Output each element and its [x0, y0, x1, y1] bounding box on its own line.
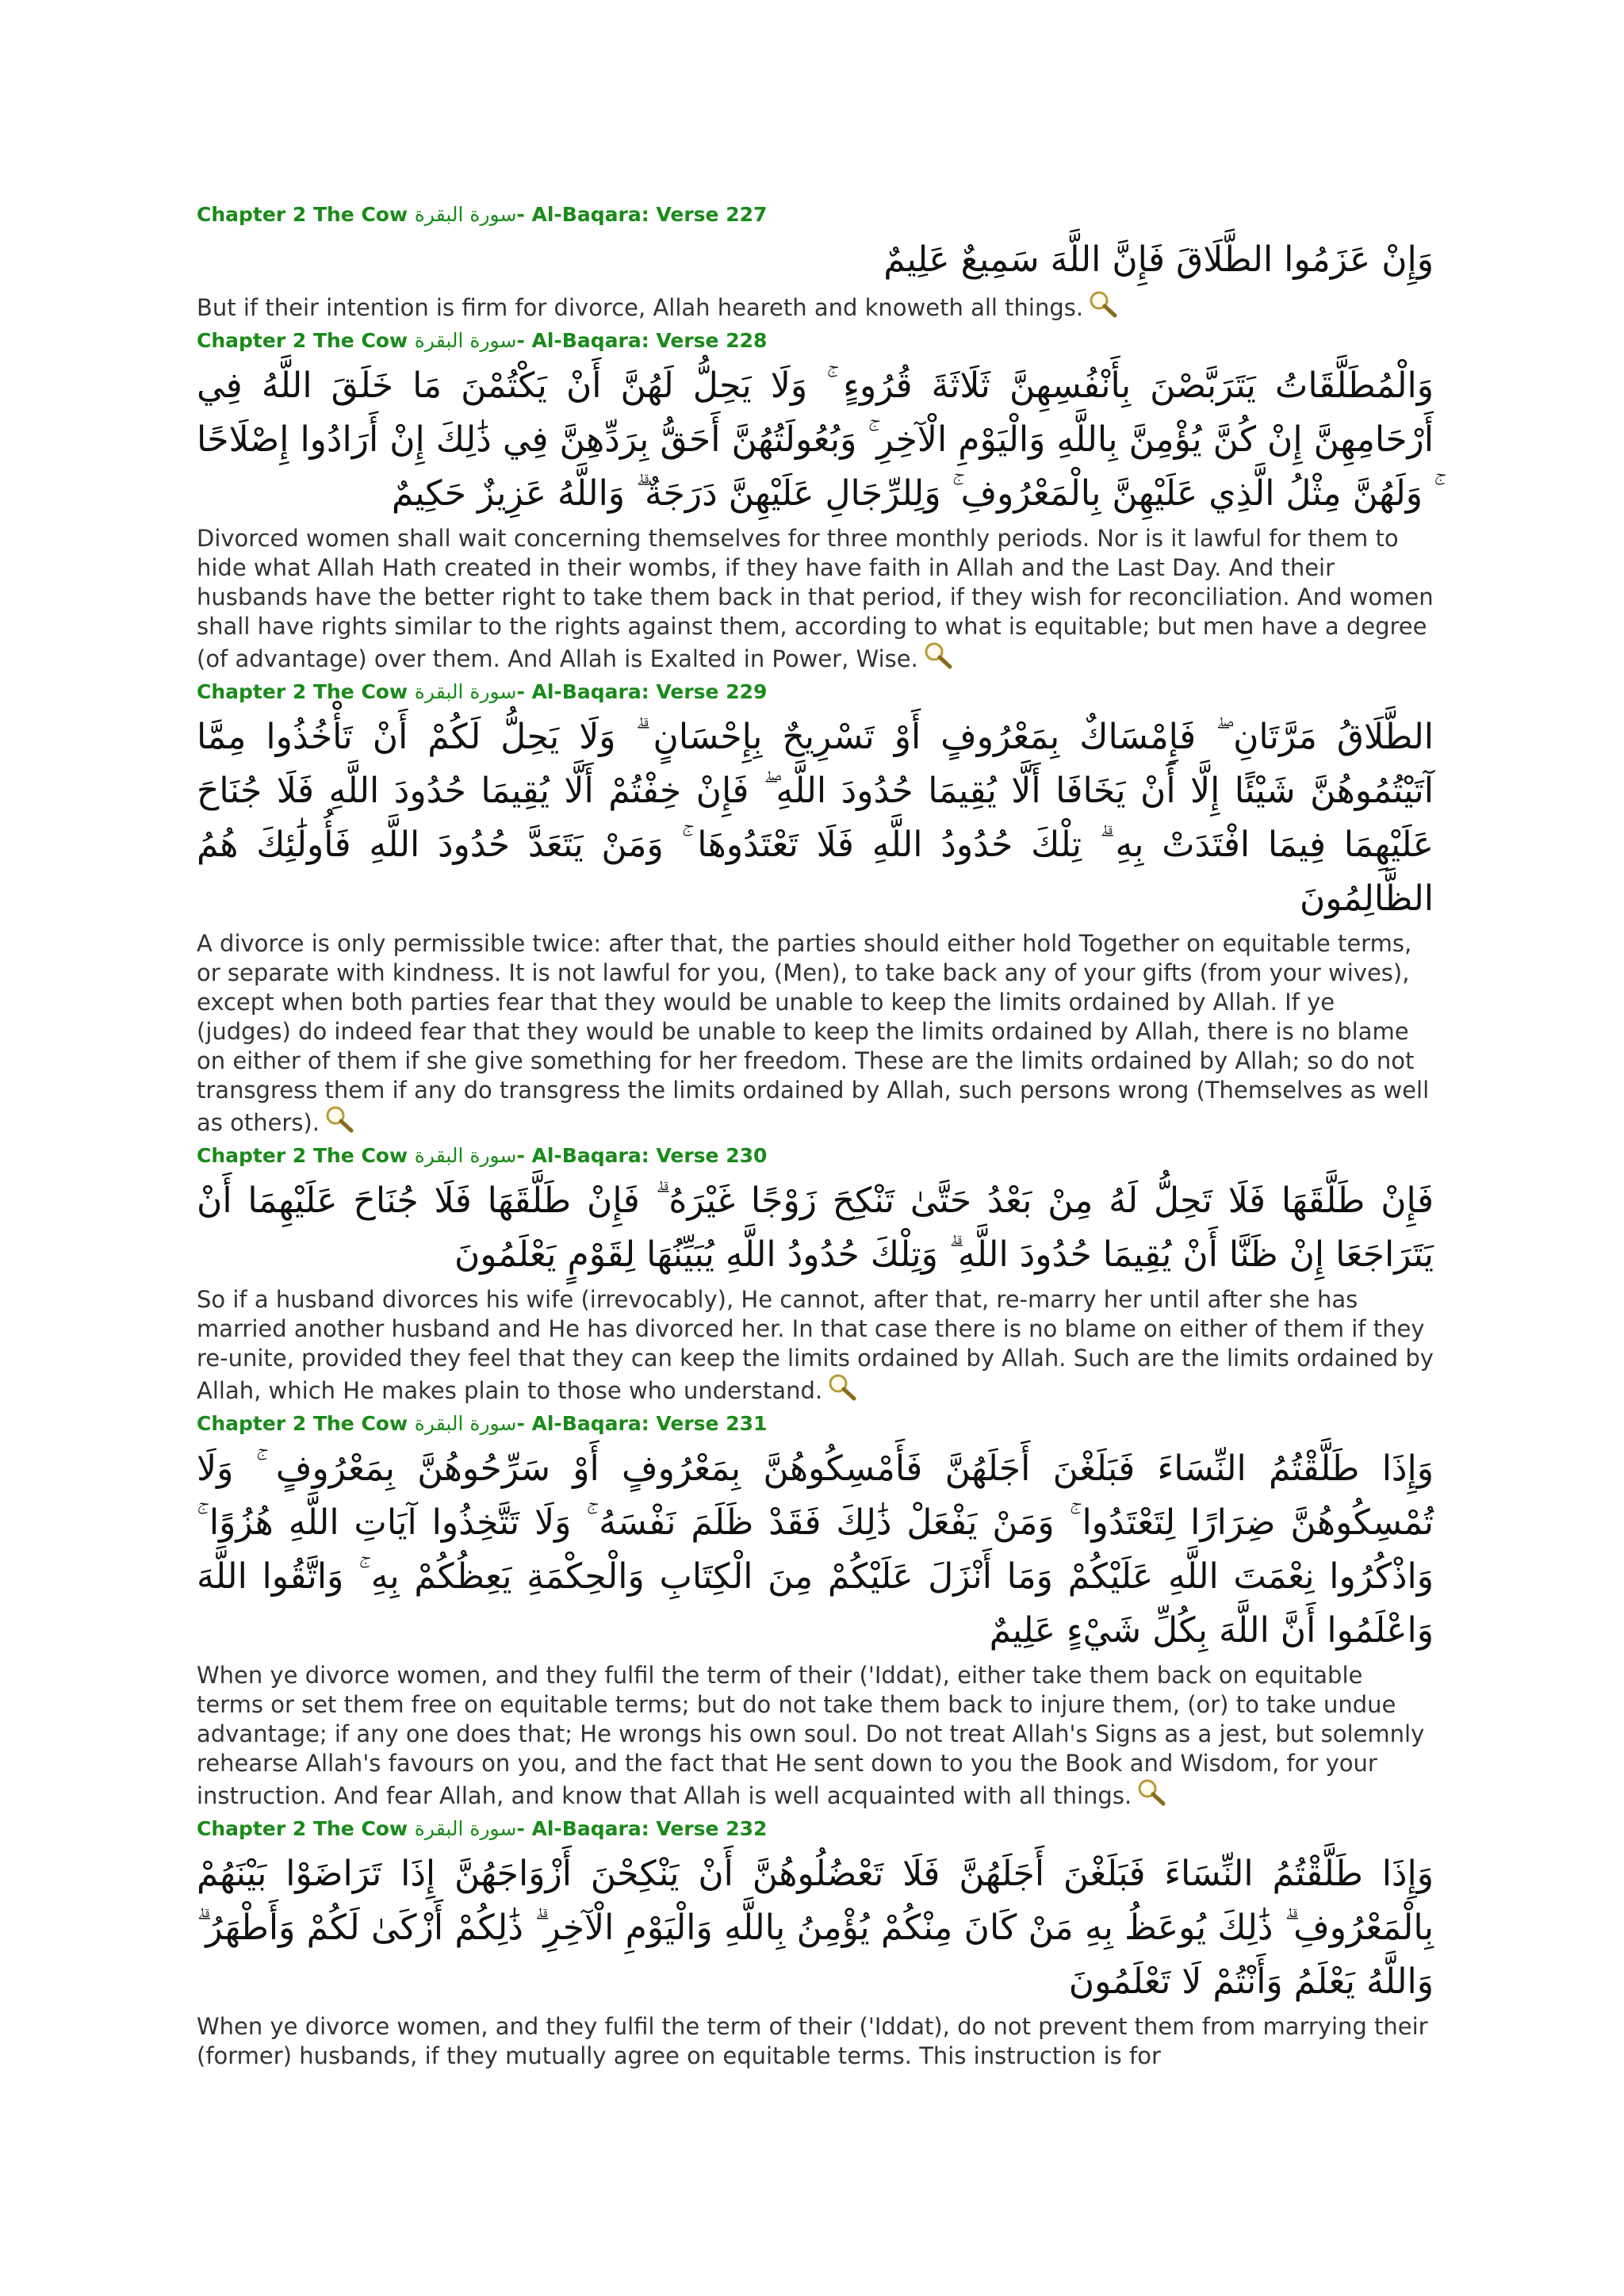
verse-header: [197, 679, 1434, 706]
verse-reference: - Al-Baqara: Verse 229: [516, 680, 768, 703]
magnifier-icon[interactable]: [323, 1105, 358, 1134]
verse-block: [197, 327, 1434, 674]
verse-block: [197, 1142, 1434, 1406]
verse-reference: - Al-Baqara: Verse 231: [516, 1412, 768, 1435]
verse-block: [197, 1816, 1434, 2071]
arabic-verse-text: وَإِنْ عَزَمُوا الطَّلَاقَ فَإِنَّ اللَّهَ سَمِيعٌ عَلِيمٌ: [883, 239, 1434, 280]
translation-body: When ye divorce women, and they fulfil the term of their ('Iddat), either take them back on equitable terms or set them free on equitable terms; but do not take them back to injure them, (or) to take undue advantage; if any one does that; He wrongs his own soul. Do not treat Allah's Signs as a jest, but solemnly rehearse Allah's favours on you, and the fact that He sent down to you the Book and Wisdom, for your instruction. And fear Allah, and know that Allah is well acquainted with all things.: [197, 1662, 1425, 1809]
surah-name-arabic: سورة البقرة: [414, 203, 517, 226]
surah-name-arabic: سورة البقرة: [414, 1817, 517, 1840]
verse-header: [197, 1142, 1434, 1169]
translation-text: [197, 290, 1434, 323]
verse-reference: - Al-Baqara: Verse 230: [516, 1144, 768, 1167]
verse-reference: - Al-Baqara: Verse 227: [516, 203, 768, 226]
magnifier-icon[interactable]: [921, 641, 956, 670]
translation-text: [197, 1285, 1434, 1406]
translation-body: A divorce is only permissible twice: after that, the parties should either hold Together on equitable terms, or separate with kindness. It is not lawful for you, (Men), to take back any of your gifts (from your wives), except when both parties fear that they would be unable to keep the limits ordained by Allah. If ye (judges) do indeed fear that they would be unable to keep the limits ordained by Allah, there is no blame on either of them if she give something for her freedom. These are the limits ordained by Allah; so do not transgress them if any do transgress the limits ordained by Allah, such persons wrong (Themselves as well as others).: [197, 930, 1430, 1136]
arabic-verse-text: وَإِذَا طَلَّقْتُمُ النِّسَاءَ فَبَلَغْنَ أَجَلَهُنَّ فَلَا تَعْضُلُوهُنَّ أَنْ يَنْكِحْنَ أَزْوَاجَهُنَّ إِذَا تَرَاضَوْا بَيْنَهُمْ بِالْمَعْرُوفِ ۗ ذَٰلِكَ يُوعَظُ بِهِ مَنْ كَانَ مِنْكُمْ يُؤْمِنُ بِاللَّهِ وَالْيَوْمِ الْآخِرِ ۗ ذَٰلِكُمْ أَزْكَىٰ لَكُمْ وَأَطْهَرُ ۗ وَاللَّهُ يَعْلَمُ وَأَنْتُمْ لَا تَعْلَمُونَ: [197, 1854, 1434, 2002]
chapter-label: Chapter 2 The Cow: [197, 329, 408, 352]
verse-block: [197, 1410, 1434, 1811]
verse-header: [197, 1410, 1434, 1437]
surah-name-arabic: سورة البقرة: [414, 1412, 517, 1435]
translation-text: [197, 1661, 1434, 1811]
document-body: [197, 201, 1434, 2076]
arabic-verse-text: فَإِنْ طَلَّقَهَا فَلَا تَحِلُّ لَهُ مِنْ بَعْدُ حَتَّىٰ تَنْكِحَ زَوْجًا غَيْرَهُ ۗ فَإِنْ طَلَّقَهَا فَلَا جُنَاحَ عَلَيْهِمَا أَنْ يَتَرَاجَعَا إِنْ ظَنَّا أَنْ يُقِيمَا حُدُودَ اللَّهِ ۗ وَتِلْكَ حُدُودُ اللَّهِ يُبَيِّنُهَا لِقَوْمٍ يَعْلَمُونَ: [197, 1181, 1434, 1275]
translation-text: [197, 929, 1434, 1138]
arabic-verse-text: وَالْمُطَلَّقَاتُ يَتَرَبَّصْنَ بِأَنْفُسِهِنَّ ثَلَاثَةَ قُرُوءٍ ۚ وَلَا يَحِلُّ لَهُنَّ أَنْ يَكْتُمْنَ مَا خَلَقَ اللَّهُ فِي أَرْحَامِهِنَّ إِنْ كُنَّ يُؤْمِنَّ بِاللَّهِ وَالْيَوْمِ الْآخِرِ ۚ وَبُعُولَتُهُنَّ أَحَقُّ بِرَدِّهِنَّ فِي ذَٰلِكَ إِنْ أَرَادُوا إِصْلَاحًا ۚ وَلَهُنَّ مِثْلُ الَّذِي عَلَيْهِنَّ بِالْمَعْرُوفِ ۚ وَلِلرِّجَالِ عَلَيْهِنَّ دَرَجَةٌ ۗ وَاللَّهُ عَزِيزٌ حَكِيمٌ: [197, 365, 1434, 514]
translation-body: But if their intention is firm for divorce, Allah heareth and knoweth all things.: [197, 294, 1084, 321]
verse-reference: - Al-Baqara: Verse 232: [516, 1817, 768, 1840]
surah-name-arabic: سورة البقرة: [414, 680, 517, 703]
verse-block: [197, 679, 1434, 1138]
arabic-verse-text: وَإِذَا طَلَّقْتُمُ النِّسَاءَ فَبَلَغْنَ أَجَلَهُنَّ فَأَمْسِكُوهُنَّ بِمَعْرُوفٍ أَوْ سَرِّحُوهُنَّ بِمَعْرُوفٍ ۚ وَلَا تُمْسِكُوهُنَّ ضِرَارًا لِتَعْتَدُوا ۚ وَمَنْ يَفْعَلْ ذَٰلِكَ فَقَدْ ظَلَمَ نَفْسَهُ ۚ وَلَا تَتَّخِذُوا آيَاتِ اللَّهِ هُزُوًا ۚ وَاذْكُرُوا نِعْمَتَ اللَّهِ عَلَيْكُمْ وَمَا أَنْزَلَ عَلَيْكُمْ مِنَ الْكِتَابِ وَالْحِكْمَةِ يَعِظُكُمْ بِهِ ۚ وَاتَّقُوا اللَّهَ وَاعْلَمُوا أَنَّ اللَّهَ بِكُلِّ شَيْءٍ عَلِيمٌ: [197, 1448, 1434, 1651]
chapter-label: Chapter 2 The Cow: [197, 203, 408, 226]
surah-name-arabic: سورة البقرة: [414, 1144, 517, 1167]
translation-text: [197, 2012, 1434, 2071]
verse-header: [197, 201, 1434, 228]
verse-reference: - Al-Baqara: Verse 228: [516, 329, 768, 352]
verse-header: [197, 327, 1434, 354]
magnifier-icon[interactable]: [1135, 1778, 1170, 1807]
magnifier-icon[interactable]: [1086, 290, 1121, 319]
magnifier-icon[interactable]: [825, 1373, 860, 1402]
verse-header: [197, 1816, 1434, 1843]
chapter-label: Chapter 2 The Cow: [197, 1817, 408, 1840]
translation-body: When ye divorce women, and they fulfil the term of their ('Iddat), do not prevent them from marrying their (former) husbands, if they mutually agree on equitable terms. This instruction is for: [197, 2013, 1428, 2069]
translation-body: So if a husband divorces his wife (irrevocably), He cannot, after that, re-marry her until after she has married another husband and He has divorced her. In that case there is no blame on either of them if they re-unite, provided they feel that they can keep the limits ordained by Allah. Such are the limits ordained by Allah, which He makes plain to those who understand.: [197, 1286, 1434, 1404]
chapter-label: Chapter 2 The Cow: [197, 1412, 408, 1435]
arabic-verse-text: الطَّلَاقُ مَرَّتَانِ ۖ فَإِمْسَاكٌ بِمَعْرُوفٍ أَوْ تَسْرِيحٌ بِإِحْسَانٍ ۗ وَلَا يَحِلُّ لَكُمْ أَنْ تَأْخُذُوا مِمَّا آتَيْتُمُوهُنَّ شَيْئًا إِلَّا أَنْ يَخَافَا أَلَّا يُقِيمَا حُدُودَ اللَّهِ ۖ فَإِنْ خِفْتُمْ أَلَّا يُقِيمَا حُدُودَ اللَّهِ فَلَا جُنَاحَ عَلَيْهِمَا فِيمَا افْتَدَتْ بِهِ ۗ تِلْكَ حُدُودُ اللَّهِ فَلَا تَعْتَدُوهَا ۚ وَمَنْ يَتَعَدَّ حُدُودَ اللَّهِ فَأُولَٰئِكَ هُمُ الظَّالِمُونَ: [197, 717, 1434, 919]
translation-body: Divorced women shall wait concerning themselves for three monthly periods. Nor is it lawful for them to hide what Allah Hath created in their wombs, if they have faith in Allah and the Last Day. And their husbands have the better right to take them back in that period, if they wish for reconciliation. And women shall have rights similar to the rights against them, according to what is equitable; but men have a degree (of advantage) over them. And Allah is Exalted in Power, Wise.: [197, 525, 1434, 672]
surah-name-arabic: سورة البقرة: [414, 329, 517, 352]
chapter-label: Chapter 2 The Cow: [197, 680, 408, 703]
chapter-label: Chapter 2 The Cow: [197, 1144, 408, 1167]
verse-block: [197, 201, 1434, 323]
translation-text: [197, 524, 1434, 674]
